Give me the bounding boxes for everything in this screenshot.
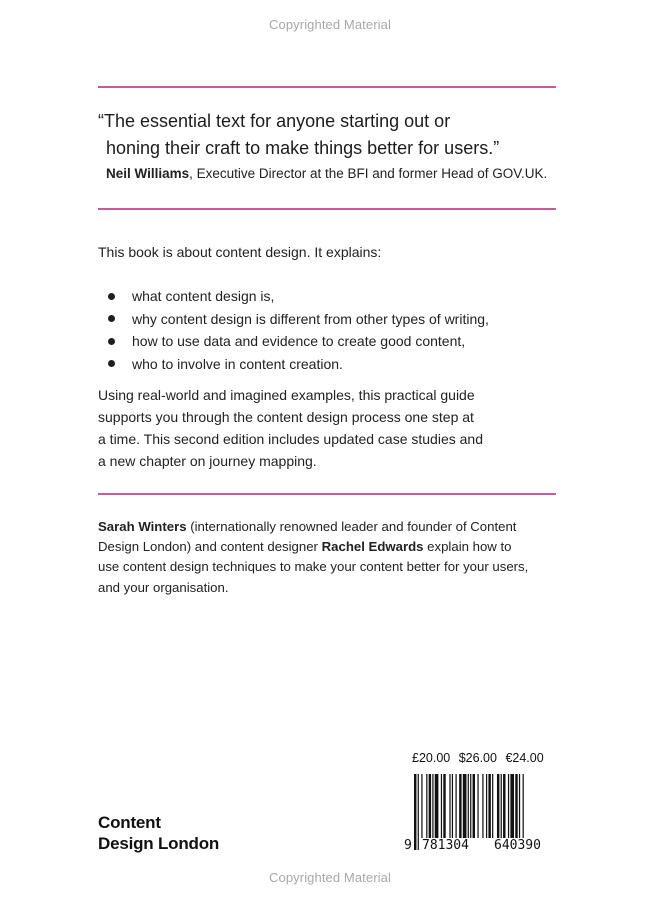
barcode-bar — [519, 774, 520, 838]
list-item-text: how to use data and evidence to create good content, — [132, 333, 466, 349]
list-item — [98, 308, 568, 331]
barcode-bar — [421, 774, 422, 838]
barcode-bar — [426, 774, 427, 838]
price-eur: €24.00 — [505, 751, 544, 765]
pull-quote — [98, 108, 568, 162]
barcode-bar — [488, 774, 490, 838]
barcode-bar — [468, 774, 469, 838]
price-usd: $26.00 — [458, 751, 497, 765]
barcode-bar — [470, 774, 471, 838]
barcode-bar — [441, 774, 442, 838]
description-paragraph — [98, 384, 568, 472]
copyright-watermark-bottom: Copyrighted Material — [269, 870, 391, 885]
divider-rule — [98, 208, 556, 210]
divider-rule — [98, 86, 556, 88]
bullet-icon — [108, 293, 115, 300]
barcode-bar — [497, 774, 499, 838]
paragraph-line: Using real-world and imagined examples, this practical guide — [98, 387, 475, 403]
barcode-bar — [449, 774, 450, 838]
barcode-bar — [486, 774, 487, 838]
barcode-bar — [515, 774, 517, 838]
list-item — [98, 353, 568, 376]
barcode-bar — [503, 774, 505, 838]
barcode-bar — [477, 774, 478, 838]
blurb-line: use content design techniques to make your content better for your users, — [98, 559, 529, 575]
barcode-bar — [435, 774, 439, 838]
bullet-icon — [108, 338, 115, 345]
paragraph-line: a time. This second edition includes updated case studies and — [98, 431, 483, 447]
isbn-group: 640390 — [494, 838, 541, 853]
blurb-line: and your organisation. — [98, 579, 229, 595]
barcode-bar — [459, 774, 461, 838]
isbn-group: 781304 — [422, 838, 469, 853]
price-gbp: £20.00 — [412, 751, 451, 765]
intro-text: This book is about content design. It explains: — [98, 244, 382, 260]
quote-attribution — [106, 166, 566, 181]
author-name: Sarah Winters — [98, 519, 187, 534]
barcode-bar — [452, 774, 453, 838]
paragraph-line: a new chapter on journey mapping. — [98, 453, 317, 469]
author-blurb — [98, 517, 578, 598]
publisher-logo — [98, 812, 219, 854]
barcode-bar — [508, 774, 509, 838]
attribution-role: , Executive Director at the BFI and former Head of GOV.UK. — [189, 166, 548, 181]
logo-line: Design London — [98, 834, 220, 853]
blurb-line — [98, 517, 578, 537]
barcode-bar — [510, 774, 514, 838]
price-list — [412, 751, 560, 765]
quote-line: honing their craft to make things better for users.” — [106, 138, 500, 158]
barcode-bar — [432, 774, 433, 838]
paragraph-line: supports you through the content design process one step at — [98, 409, 474, 425]
barcode-bar — [482, 774, 483, 838]
logo-line: Content — [98, 813, 161, 832]
bullet-icon — [108, 360, 115, 367]
barcode-bar — [443, 774, 445, 838]
blurb-text: explain how to — [423, 539, 512, 555]
isbn-number — [404, 838, 560, 854]
list-item — [98, 330, 568, 353]
barcode-bar — [463, 774, 467, 838]
blurb-text: Design London) and content designer — [98, 539, 322, 555]
list-item-text: why content design is different from other types of writing, — [132, 310, 489, 327]
list-item-text: what content design is, — [132, 288, 275, 304]
barcode-bar — [492, 774, 493, 838]
copyright-watermark-top: Copyrighted Material — [269, 17, 391, 32]
barcode-bar — [455, 774, 456, 838]
bullet-list — [98, 285, 568, 375]
author-name: Rachel Edwards — [321, 539, 424, 555]
barcode-bar — [473, 774, 475, 838]
isbn-digit: 9 — [404, 838, 412, 853]
barcode-bar — [501, 774, 502, 838]
blurb-text: (internationally renowned leader and founder of Content — [186, 519, 517, 534]
list-item — [98, 285, 568, 308]
blurb-line — [98, 537, 578, 557]
attribution-name: Neil Williams — [106, 166, 190, 181]
divider-rule — [98, 493, 556, 495]
quote-line: “The essential text for anyone starting out or — [98, 111, 451, 131]
list-item-text: who to involve in content creation. — [132, 355, 343, 372]
bullet-icon — [108, 315, 115, 322]
barcode-bar — [429, 774, 431, 838]
barcode-bar — [523, 774, 524, 838]
